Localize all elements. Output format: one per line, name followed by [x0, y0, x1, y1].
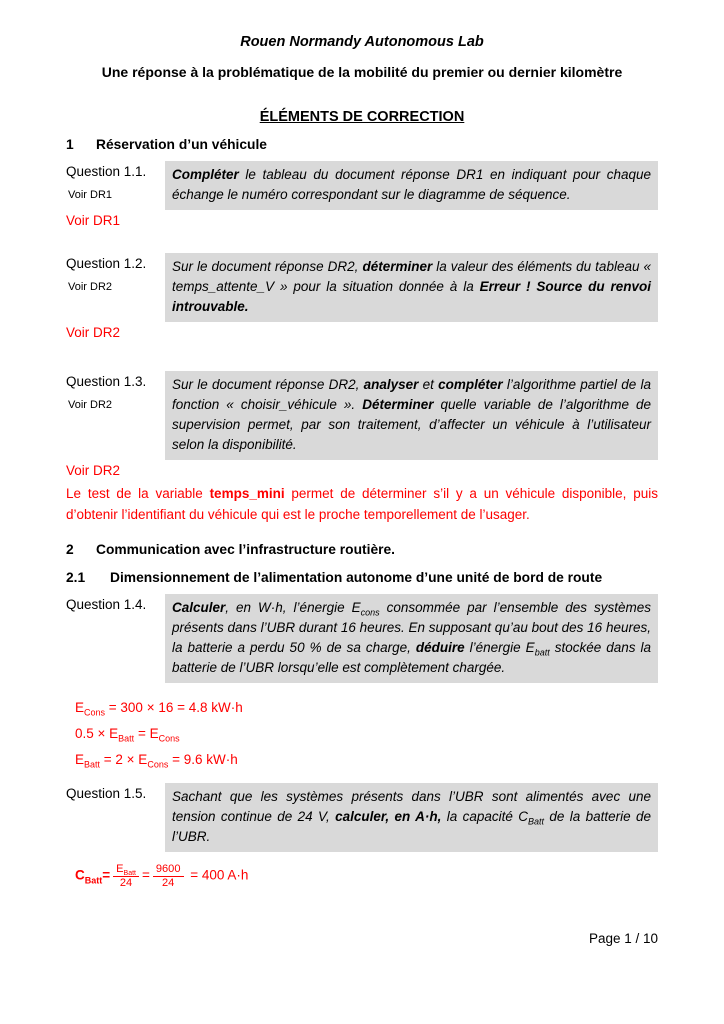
section-1-number: 1 [66, 137, 74, 152]
answer-1-3-ref: Voir DR2 [66, 463, 121, 478]
answer-1-4-formula-3: $E_{Batt} = 2 \times E_{Cons} = 9.6$ kW·h [75, 752, 238, 770]
section-2-1-heading [66, 570, 658, 585]
section-2-1-number: 2.1 [66, 570, 86, 585]
question-1-5-left [66, 783, 165, 801]
question-1-3-ref: Voir DR2 [68, 399, 113, 411]
correction-heading: ÉLÉMENTS DE CORRECTION [259, 109, 465, 125]
question-1-1-statement: Compléter le tableau du document réponse DR1 en indiquant pour chaque échange le numéro correspondant sur le diagramme de séquence. [165, 161, 658, 210]
answer-1-4-formula-2: $0.5 \times E_{Batt} = E_{Cons}$ [75, 726, 180, 744]
question-1-4-block [66, 594, 658, 683]
answer-1-4-formula-1: $E_{Cons} = 300 \times 16 = 4.8$ kW·h [75, 700, 243, 718]
section-1-title: Réservation d’un véhicule [96, 137, 267, 152]
section-2-number: 2 [66, 542, 74, 557]
question-1-2-left [66, 253, 165, 293]
answer-1-5-formula: $C_{Batt}=$ $\frac{E_{Batt}}{24}$ = $\frac{9600}{24}$ = 400 A·h [75, 863, 249, 889]
question-1-5-label: Question 1.5. [66, 786, 147, 801]
page-number: Page 1 / 10 [588, 931, 658, 946]
question-1-1-label: Question 1.1. [66, 164, 147, 179]
section-2-heading [66, 542, 658, 557]
section-2-1-title: Dimensionnement de l’alimentation autonome d’une unité de bord de route [110, 570, 603, 585]
question-1-4-statement: Calculer, en W·h, l’énergie $E_{cons}$ consommée par l’ensemble des systèmes présents dans l’UBR durant 16 heures. En supposant qu’au bout des 16 heures, la batterie a perdu 50 % de sa charge, déduire l’énergie $E_{batt}$ stockée dans la batterie de l’UBR lorsqu’elle est complètement chargée. [165, 594, 658, 683]
question-1-1-block [66, 161, 658, 210]
answer-1-2: Voir DR2 [66, 325, 121, 340]
question-1-2-statement: Sur le document réponse DR2, déterminer la valeur des éléments du tableau « temps_attente_V » pour la situation donnée à la Erreur ! Source du renvoi introuvable. [165, 253, 658, 322]
question-1-3-label: Question 1.3. [66, 374, 147, 389]
document-title: Rouen Normandy Autonomous Lab [240, 34, 484, 50]
section-1-heading [66, 137, 658, 152]
question-1-2-ref: Voir DR2 [68, 281, 113, 293]
document-subtitle: Une réponse à la problématique de la mobilité du premier ou dernier kilomètre [101, 64, 623, 80]
answer-1-3-text: Le test de la variable temps_mini permet de déterminer s’il y a un véhicule disponible, puis d’obtenir l’identifiant du véhicule qui est le proche temporellement de l’usager. [66, 486, 658, 522]
question-1-5-statement: Sachant que les systèmes présents dans l’UBR sont alimentés avec une tension continue de 24 V, calculer, en A·h, la capacité $C_{Batt}$ de la batterie de l’UBR. [165, 783, 658, 852]
question-1-2-block [66, 253, 658, 322]
question-1-4-left [66, 594, 165, 612]
question-1-3-block [66, 371, 658, 460]
question-1-3-statement: Sur le document réponse DR2, analyser et compléter l’algorithme partiel de la fonction « choisir_véhicule ». Déterminer quelle variable de l’algorithme de supervision permet, par son traitement, d’affecter un véhicule à l’utilisateur selon la disponibilité. [165, 371, 658, 460]
question-1-2-label: Question 1.2. [66, 256, 147, 271]
question-1-1-left [66, 161, 165, 201]
question-1-3-left [66, 371, 165, 411]
question-1-1-ref: Voir DR1 [68, 189, 113, 201]
question-1-4-label: Question 1.4. [66, 597, 147, 612]
question-1-5-block [66, 783, 658, 852]
section-2-title: Communication avec l’infrastructure routière. [96, 542, 396, 557]
answer-1-1: Voir DR1 [66, 213, 121, 228]
